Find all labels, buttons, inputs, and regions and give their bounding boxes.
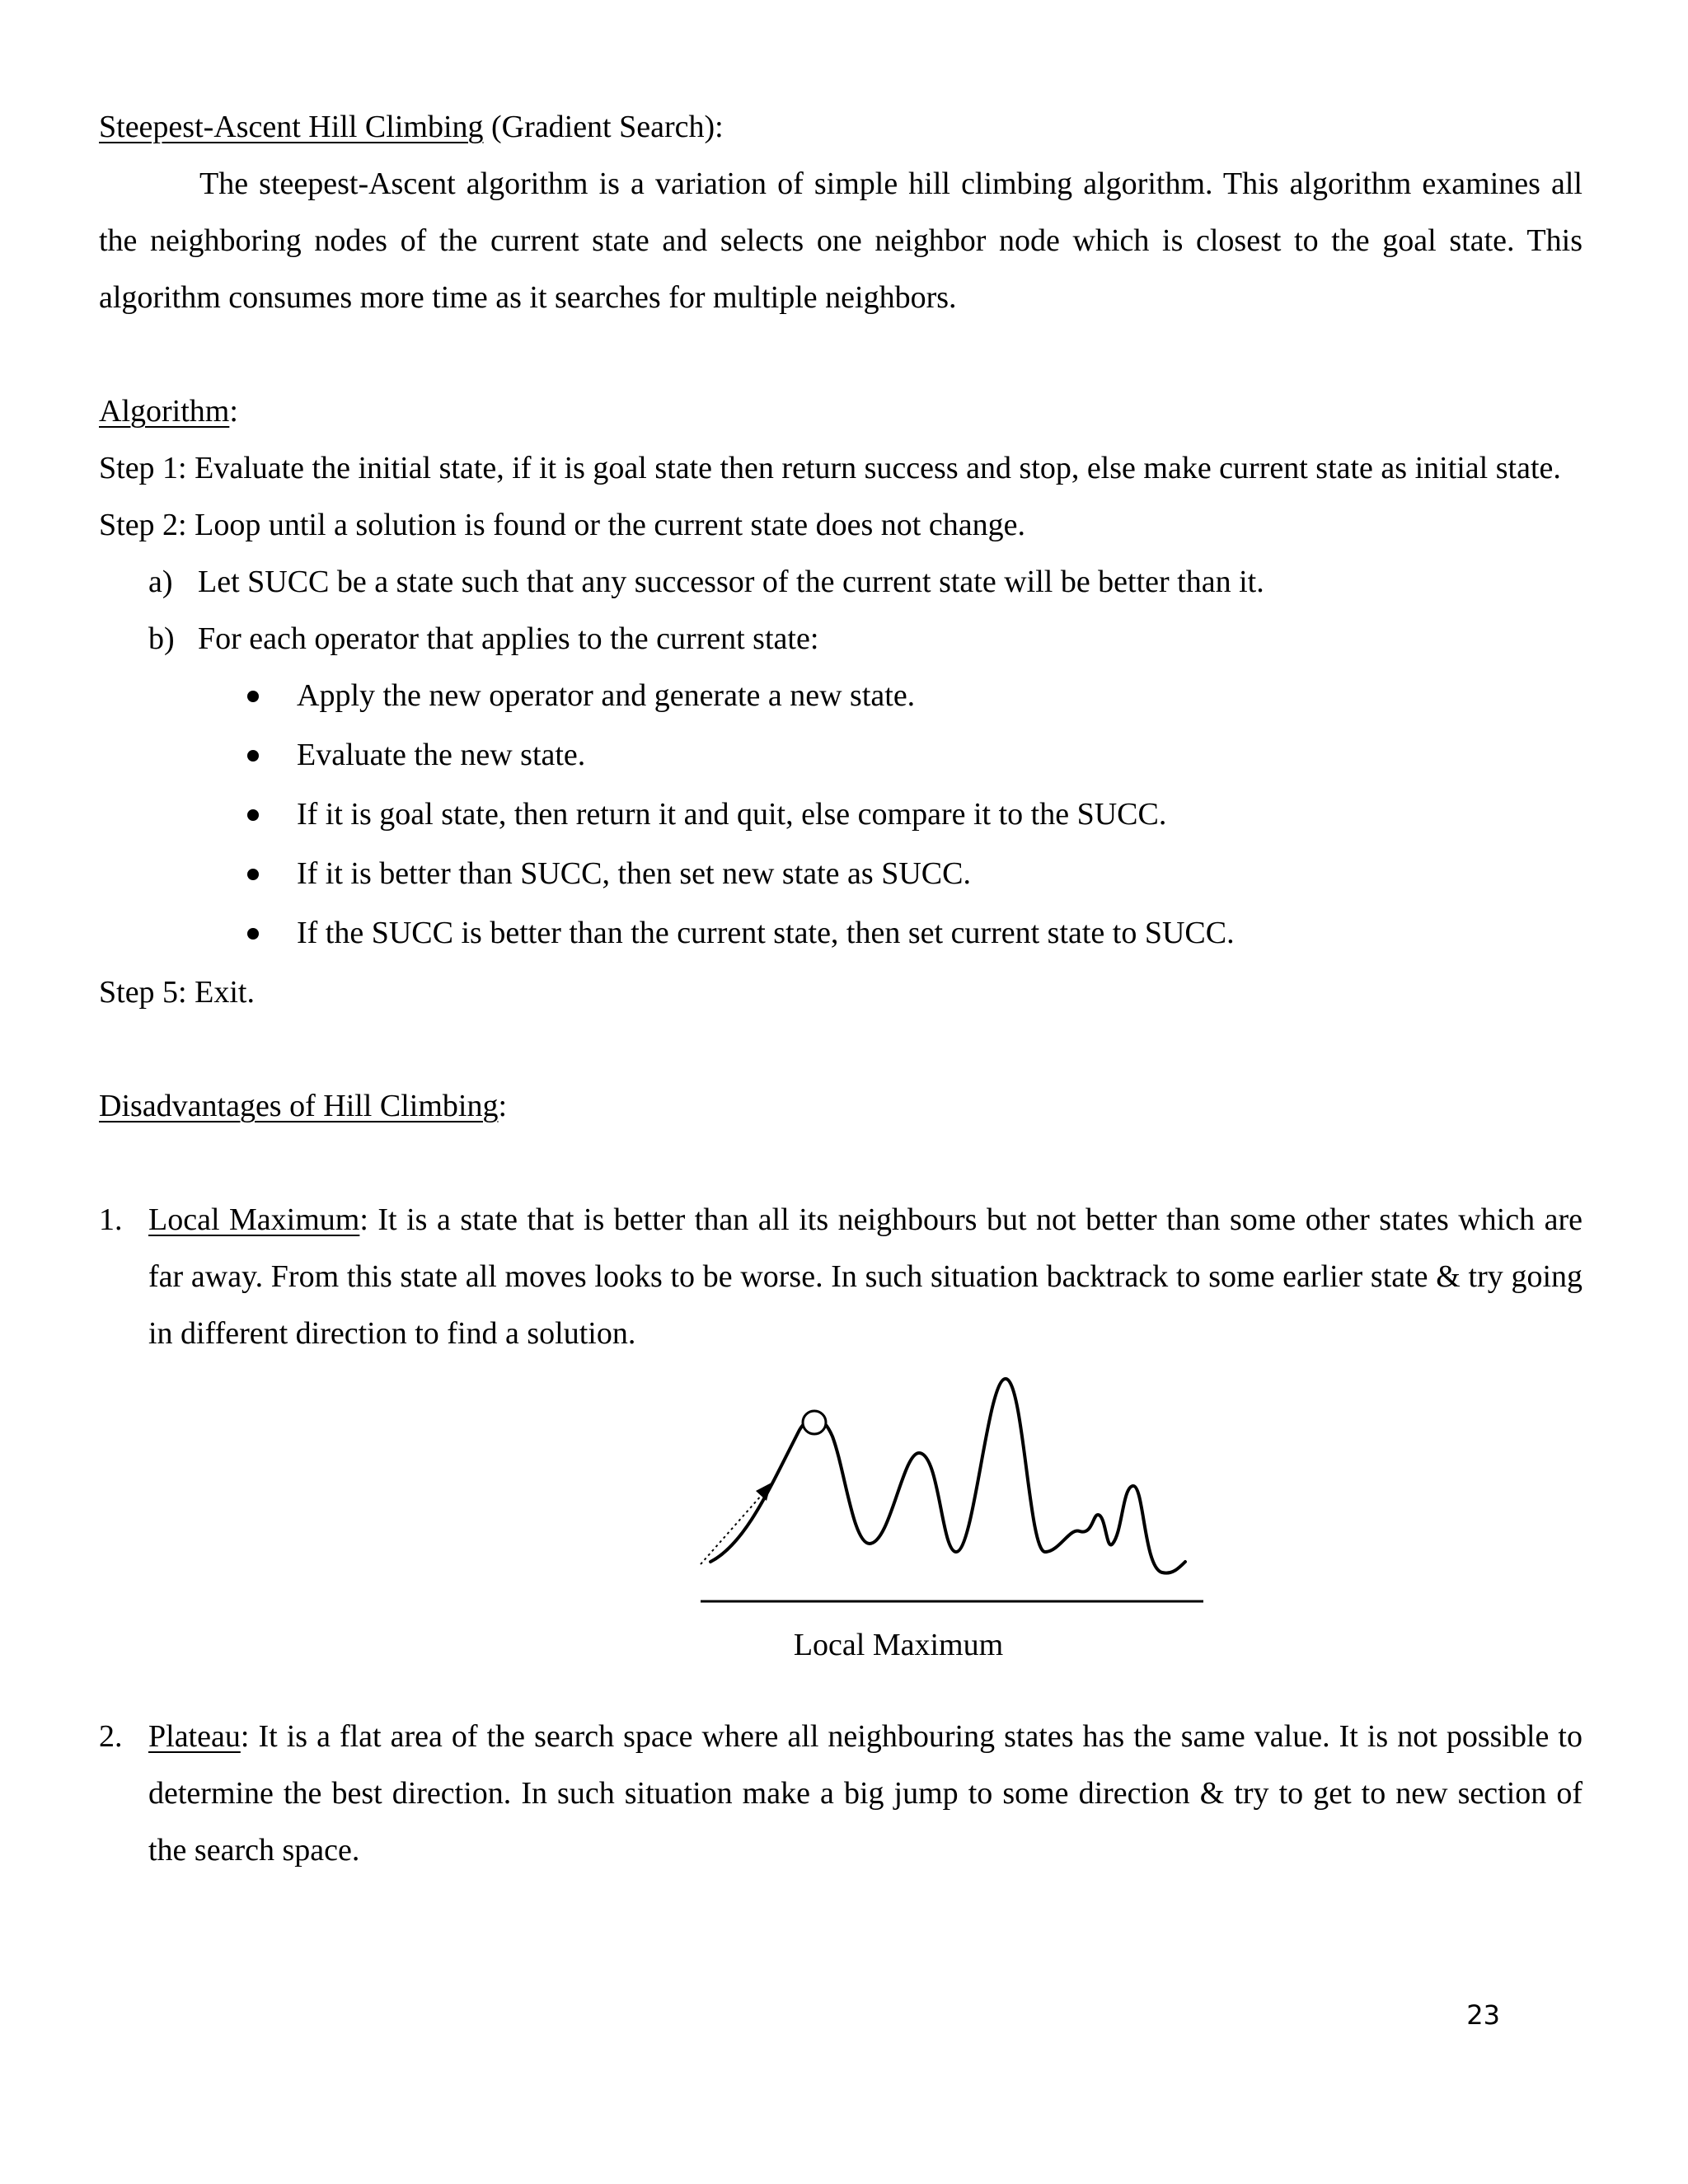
disadvantages-heading-suffix: : bbox=[498, 1089, 508, 1123]
algorithm-step-1: Step 1: Evaluate the initial state, if it is goal state then return success and stop, else make current state as initial state. bbox=[99, 451, 1561, 485]
sub-item-text: Let SUCC be a state such that any successor of the current state will be better than it. bbox=[198, 565, 1264, 599]
disadvantage-text: : It is a state that is better than all its neighbours but not better than some other states which are far away. From this state all moves looks to be worse. In such situation backtrack to some earlier state & try going in different direction to find a solution. bbox=[148, 1202, 1582, 1351]
disadvantage-local-maximum bbox=[99, 1192, 1582, 1362]
disadvantage-plateau bbox=[99, 1708, 1582, 1879]
bullet-icon bbox=[247, 750, 259, 762]
intro-paragraph: The steepest-Ascent algorithm is a variation of simple hill climbing algorithm. This algorithm examines all the neighboring nodes of the current state and selects one neighbor node which is closest to the goal state. This algorithm consumes more time as it searches for multiple neighbors. bbox=[99, 166, 1582, 315]
disadvantage-term: Plateau bbox=[148, 1719, 241, 1754]
algorithm-heading bbox=[99, 383, 1582, 440]
section-heading bbox=[99, 99, 1582, 156]
sub-item-text: For each operator that applies to the current state: bbox=[198, 621, 819, 656]
landscape-curve bbox=[710, 1379, 1185, 1573]
document-page bbox=[99, 99, 1582, 1879]
page-number: 23 bbox=[1466, 1999, 1500, 2031]
list-number: 1. bbox=[99, 1202, 123, 1237]
bullet-text: If the SUCC is better than the current state, then set current state to SUCC. bbox=[297, 916, 1235, 950]
bullet-icon bbox=[247, 869, 259, 880]
bullet-icon bbox=[247, 928, 259, 940]
sub-item-marker: a) bbox=[148, 565, 173, 599]
sub-item-marker: b) bbox=[148, 621, 175, 656]
local-maximum-figure bbox=[99, 1362, 1582, 1692]
algorithm-step-5: Step 5: Exit. bbox=[99, 975, 255, 1010]
bullet-icon bbox=[247, 809, 259, 821]
algorithm-heading-suffix: : bbox=[229, 394, 238, 429]
bullet-text: Apply the new operator and generate a new state. bbox=[297, 678, 916, 713]
disadvantage-term: Local Maximum bbox=[148, 1202, 360, 1237]
section-heading-suffix: (Gradient Search): bbox=[483, 110, 724, 144]
algorithm-step-2: Step 2: Loop until a solution is found or the current state does not change. bbox=[99, 508, 1025, 542]
sub-item-a bbox=[99, 554, 1582, 611]
list-number: 2. bbox=[99, 1719, 123, 1754]
bullet-text: Evaluate the new state. bbox=[297, 738, 586, 772]
bullet-item bbox=[99, 727, 1582, 786]
bullet-text: If it is better than SUCC, then set new state as SUCC. bbox=[297, 856, 971, 891]
bullet-item bbox=[99, 786, 1582, 846]
bullet-item bbox=[99, 846, 1582, 905]
algorithm-heading-title: Algorithm bbox=[99, 394, 230, 429]
disadvantage-text: : It is a flat area of the search space where all neighbouring states has the same value. It is not possible to determine the best direction. In such situation make a big jump to some direction & try to get to new section of the search space. bbox=[148, 1719, 1582, 1868]
section-heading-title: Steepest-Ascent Hill Climbing bbox=[99, 110, 484, 144]
disadvantages-heading-title: Disadvantages of Hill Climbing bbox=[99, 1089, 499, 1123]
operator-bullet-list bbox=[99, 668, 1582, 964]
ball-icon bbox=[803, 1411, 826, 1434]
figure-caption: Local Maximum bbox=[793, 1628, 1004, 1662]
sub-item-b bbox=[99, 611, 1582, 668]
bullet-text: If it is goal state, then return it and quit, else compare it to the SUCC. bbox=[297, 797, 1167, 832]
step-2-sub-list bbox=[99, 554, 1582, 668]
disadvantages-heading bbox=[99, 1078, 1582, 1135]
local-maximum-diagram bbox=[593, 1362, 1203, 1626]
bullet-item bbox=[99, 905, 1582, 964]
bullet-icon bbox=[247, 691, 259, 702]
dotted-arrow-line bbox=[701, 1494, 762, 1564]
bullet-item bbox=[99, 668, 1582, 727]
